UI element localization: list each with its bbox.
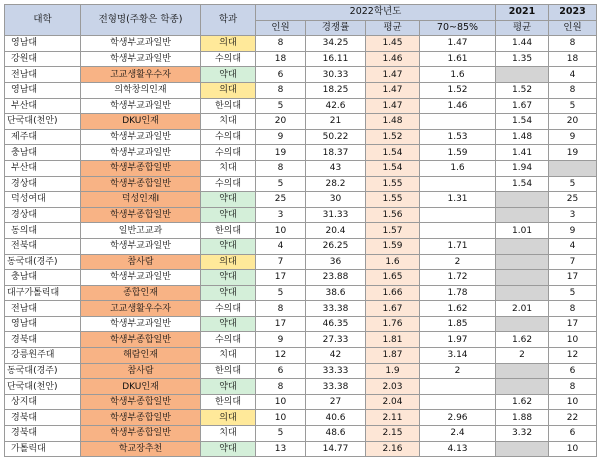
count-2023-cell: 9 bbox=[549, 223, 597, 239]
average-2021-cell bbox=[496, 270, 549, 286]
average-2022-cell: 2.04 bbox=[366, 394, 420, 410]
cutoff-70-85-cell bbox=[420, 379, 496, 395]
average-2021-cell: 1.54 bbox=[496, 176, 549, 192]
competition-cell: 21 bbox=[306, 114, 366, 130]
cutoff-70-85-cell: 1.61 bbox=[420, 51, 496, 67]
average-2022-cell: 2.03 bbox=[366, 379, 420, 395]
competition-cell: 18.37 bbox=[306, 145, 366, 161]
average-2022-cell: 1.65 bbox=[366, 270, 420, 286]
track-cell: 학생부종합일반 bbox=[81, 207, 201, 223]
average-2022-cell: 1.46 bbox=[366, 51, 420, 67]
header-year-2022: 2022학년도 bbox=[256, 5, 496, 21]
table-row bbox=[5, 316, 597, 332]
major-cell: 약대 bbox=[201, 285, 256, 301]
average-2022-cell: 1.52 bbox=[366, 129, 420, 145]
major-cell: 수의대 bbox=[201, 332, 256, 348]
cutoff-70-85-cell: 4.13 bbox=[420, 441, 496, 457]
major-cell: 의대 bbox=[201, 82, 256, 98]
track-cell: 고교생활우수자 bbox=[81, 67, 201, 83]
header-univ: 대학 bbox=[5, 5, 81, 36]
univ-cell: 덕성여대 bbox=[5, 192, 81, 208]
count-2022-cell: 10 bbox=[256, 223, 306, 239]
average-2022-cell: 1.59 bbox=[366, 238, 420, 254]
table-row bbox=[5, 98, 597, 114]
univ-cell: 전북대 bbox=[5, 238, 81, 254]
cutoff-70-85-cell: 1.59 bbox=[420, 145, 496, 161]
competition-cell: 23.88 bbox=[306, 270, 366, 286]
competition-cell: 30 bbox=[306, 192, 366, 208]
track-cell: 해람인재 bbox=[81, 348, 201, 364]
competition-cell: 42.6 bbox=[306, 98, 366, 114]
table-row bbox=[5, 426, 597, 442]
track-cell: 고교생활우수자 bbox=[81, 301, 201, 317]
average-2022-cell: 1.55 bbox=[366, 192, 420, 208]
header-row-top bbox=[5, 5, 597, 21]
track-cell: 학생부교과일반 bbox=[81, 129, 201, 145]
table-row bbox=[5, 114, 597, 130]
count-2022-cell: 5 bbox=[256, 176, 306, 192]
competition-cell: 33.38 bbox=[306, 301, 366, 317]
cutoff-70-85-cell: 1.31 bbox=[420, 192, 496, 208]
average-2021-cell bbox=[496, 254, 549, 270]
count-2022-cell: 13 bbox=[256, 441, 306, 457]
count-2022-cell: 4 bbox=[256, 238, 306, 254]
count-2023-cell: 20 bbox=[549, 114, 597, 130]
header-average-2022: 평균 bbox=[366, 20, 420, 36]
competition-cell: 14.77 bbox=[306, 441, 366, 457]
univ-cell: 제주대 bbox=[5, 129, 81, 145]
count-2022-cell: 8 bbox=[256, 301, 306, 317]
count-2023-cell: 19 bbox=[549, 145, 597, 161]
average-2021-cell: 1.94 bbox=[496, 160, 549, 176]
table-row bbox=[5, 285, 597, 301]
major-cell: 한의대 bbox=[201, 223, 256, 239]
major-cell: 약대 bbox=[201, 192, 256, 208]
count-2022-cell: 5 bbox=[256, 98, 306, 114]
average-2022-cell: 1.47 bbox=[366, 82, 420, 98]
count-2022-cell: 17 bbox=[256, 270, 306, 286]
competition-cell: 31.33 bbox=[306, 207, 366, 223]
average-2021-cell: 1.44 bbox=[496, 36, 549, 52]
count-2022-cell: 5 bbox=[256, 285, 306, 301]
track-cell: 학생부교과일반 bbox=[81, 270, 201, 286]
count-2022-cell: 6 bbox=[256, 363, 306, 379]
track-cell: 참사람 bbox=[81, 254, 201, 270]
count-2022-cell: 25 bbox=[256, 192, 306, 208]
major-cell: 치대 bbox=[201, 426, 256, 442]
average-2021-cell: 1.54 bbox=[496, 114, 549, 130]
competition-cell: 42 bbox=[306, 348, 366, 364]
average-2022-cell: 1.48 bbox=[366, 114, 420, 130]
count-2023-cell: 12 bbox=[549, 348, 597, 364]
count-2023-cell: 4 bbox=[549, 238, 597, 254]
header-count-2023: 인원 bbox=[549, 20, 597, 36]
average-2022-cell: 1.81 bbox=[366, 332, 420, 348]
count-2023-cell: 10 bbox=[549, 441, 597, 457]
major-cell: 치대 bbox=[201, 160, 256, 176]
count-2023-cell: 5 bbox=[549, 285, 597, 301]
table-row bbox=[5, 270, 597, 286]
table-row bbox=[5, 67, 597, 83]
major-cell: 수의대 bbox=[201, 51, 256, 67]
univ-cell: 대구가톨릭대 bbox=[5, 285, 81, 301]
cutoff-70-85-cell: 1.53 bbox=[420, 129, 496, 145]
average-2021-cell: 1.62 bbox=[496, 332, 549, 348]
count-2023-cell: 3 bbox=[549, 207, 597, 223]
count-2023-cell: 5 bbox=[549, 176, 597, 192]
major-cell: 약대 bbox=[201, 379, 256, 395]
univ-cell: 강릉원주대 bbox=[5, 348, 81, 364]
table-row bbox=[5, 145, 597, 161]
count-2023-cell: 6 bbox=[549, 363, 597, 379]
table-row bbox=[5, 254, 597, 270]
count-2023-cell bbox=[549, 160, 597, 176]
track-cell: 학교장추천 bbox=[81, 441, 201, 457]
cutoff-70-85-cell: 1.47 bbox=[420, 36, 496, 52]
count-2023-cell: 25 bbox=[549, 192, 597, 208]
count-2023-cell: 17 bbox=[549, 270, 597, 286]
track-cell: DKU인재 bbox=[81, 379, 201, 395]
table-row bbox=[5, 332, 597, 348]
average-2022-cell: 1.67 bbox=[366, 301, 420, 317]
competition-cell: 20.4 bbox=[306, 223, 366, 239]
competition-cell: 27 bbox=[306, 394, 366, 410]
count-2023-cell: 8 bbox=[549, 379, 597, 395]
major-cell: 수의대 bbox=[201, 301, 256, 317]
cutoff-70-85-cell bbox=[420, 394, 496, 410]
major-cell: 약대 bbox=[201, 238, 256, 254]
table-row bbox=[5, 207, 597, 223]
cutoff-70-85-cell: 3.14 bbox=[420, 348, 496, 364]
average-2022-cell: 1.56 bbox=[366, 207, 420, 223]
major-cell: 치대 bbox=[201, 348, 256, 364]
average-2021-cell bbox=[496, 363, 549, 379]
count-2023-cell: 17 bbox=[549, 316, 597, 332]
average-2021-cell: 1.35 bbox=[496, 51, 549, 67]
univ-cell: 단국대(천안) bbox=[5, 114, 81, 130]
header-track: 전형명(주황은 학종) bbox=[81, 5, 201, 36]
table-row bbox=[5, 129, 597, 145]
count-2023-cell: 18 bbox=[549, 51, 597, 67]
count-2022-cell: 10 bbox=[256, 394, 306, 410]
count-2023-cell: 10 bbox=[549, 332, 597, 348]
average-2022-cell: 1.54 bbox=[366, 160, 420, 176]
cutoff-70-85-cell: 1.6 bbox=[420, 67, 496, 83]
header-year-2021: 2021 bbox=[496, 5, 549, 21]
table-row bbox=[5, 192, 597, 208]
cutoff-70-85-cell: 2.96 bbox=[420, 410, 496, 426]
header-major: 학과 bbox=[201, 5, 256, 36]
admissions-table-container bbox=[4, 4, 597, 457]
table-row bbox=[5, 410, 597, 426]
major-cell: 의대 bbox=[201, 254, 256, 270]
average-2021-cell bbox=[496, 441, 549, 457]
univ-cell: 동국대(경주) bbox=[5, 254, 81, 270]
count-2022-cell: 9 bbox=[256, 129, 306, 145]
average-2022-cell: 1.47 bbox=[366, 67, 420, 83]
track-cell: 의학창의인재 bbox=[81, 82, 201, 98]
table-header bbox=[5, 5, 597, 36]
average-2022-cell: 2.15 bbox=[366, 426, 420, 442]
competition-cell: 40.6 bbox=[306, 410, 366, 426]
average-2021-cell: 1.62 bbox=[496, 394, 549, 410]
average-2021-cell bbox=[496, 238, 549, 254]
cutoff-70-85-cell: 1.62 bbox=[420, 301, 496, 317]
count-2022-cell: 8 bbox=[256, 160, 306, 176]
average-2021-cell bbox=[496, 207, 549, 223]
competition-cell: 50.22 bbox=[306, 129, 366, 145]
univ-cell: 부산대 bbox=[5, 160, 81, 176]
track-cell: 학생부종합일반 bbox=[81, 332, 201, 348]
average-2022-cell: 1.87 bbox=[366, 348, 420, 364]
table-row bbox=[5, 36, 597, 52]
header-competition-2022: 경쟁률 bbox=[306, 20, 366, 36]
average-2021-cell: 1.48 bbox=[496, 129, 549, 145]
header-count-2022: 인원 bbox=[256, 20, 306, 36]
univ-cell: 경북대 bbox=[5, 332, 81, 348]
track-cell: 학생부종합일반 bbox=[81, 410, 201, 426]
average-2022-cell: 2.16 bbox=[366, 441, 420, 457]
major-cell: 약대 bbox=[201, 270, 256, 286]
table-row bbox=[5, 301, 597, 317]
average-2021-cell bbox=[496, 67, 549, 83]
table-body bbox=[5, 36, 597, 457]
cutoff-70-85-cell: 1.85 bbox=[420, 316, 496, 332]
major-cell: 수의대 bbox=[201, 145, 256, 161]
average-2022-cell: 1.9 bbox=[366, 363, 420, 379]
competition-cell: 34.25 bbox=[306, 36, 366, 52]
average-2022-cell: 1.6 bbox=[366, 254, 420, 270]
count-2022-cell: 8 bbox=[256, 82, 306, 98]
cutoff-70-85-cell: 2.4 bbox=[420, 426, 496, 442]
count-2023-cell: 9 bbox=[549, 129, 597, 145]
track-cell: 학생부교과일반 bbox=[81, 238, 201, 254]
count-2023-cell: 10 bbox=[549, 394, 597, 410]
average-2022-cell: 1.45 bbox=[366, 36, 420, 52]
table-row bbox=[5, 379, 597, 395]
track-cell: 학생부종합일반 bbox=[81, 160, 201, 176]
average-2021-cell: 2 bbox=[496, 348, 549, 364]
univ-cell: 단국대(천안) bbox=[5, 379, 81, 395]
univ-cell: 상지대 bbox=[5, 394, 81, 410]
cutoff-70-85-cell: 1.97 bbox=[420, 332, 496, 348]
track-cell: 덕성인재I bbox=[81, 192, 201, 208]
univ-cell: 동국대(경주) bbox=[5, 363, 81, 379]
univ-cell: 충남대 bbox=[5, 270, 81, 286]
univ-cell: 경북대 bbox=[5, 426, 81, 442]
count-2022-cell: 19 bbox=[256, 145, 306, 161]
average-2021-cell: 1.01 bbox=[496, 223, 549, 239]
header-cutoff-70-85-2022: 70~85% bbox=[420, 20, 496, 36]
competition-cell: 36 bbox=[306, 254, 366, 270]
count-2023-cell: 8 bbox=[549, 36, 597, 52]
univ-cell: 충남대 bbox=[5, 145, 81, 161]
competition-cell: 46.35 bbox=[306, 316, 366, 332]
track-cell: DKU인재 bbox=[81, 114, 201, 130]
major-cell: 한의대 bbox=[201, 98, 256, 114]
major-cell: 약대 bbox=[201, 207, 256, 223]
count-2023-cell: 6 bbox=[549, 426, 597, 442]
table-row bbox=[5, 348, 597, 364]
count-2022-cell: 17 bbox=[256, 316, 306, 332]
major-cell: 약대 bbox=[201, 316, 256, 332]
univ-cell: 영남대 bbox=[5, 316, 81, 332]
count-2023-cell: 8 bbox=[549, 82, 597, 98]
count-2022-cell: 9 bbox=[256, 332, 306, 348]
average-2021-cell: 1.41 bbox=[496, 145, 549, 161]
count-2023-cell: 5 bbox=[549, 98, 597, 114]
admissions-table bbox=[4, 4, 597, 457]
competition-cell: 30.33 bbox=[306, 67, 366, 83]
track-cell: 참사람 bbox=[81, 363, 201, 379]
average-2021-cell bbox=[496, 192, 549, 208]
average-2022-cell: 1.76 bbox=[366, 316, 420, 332]
table-row bbox=[5, 160, 597, 176]
header-average-2021: 평균 bbox=[496, 20, 549, 36]
major-cell: 의대 bbox=[201, 36, 256, 52]
univ-cell: 전남대 bbox=[5, 67, 81, 83]
count-2023-cell: 8 bbox=[549, 301, 597, 317]
track-cell: 학생부교과일반 bbox=[81, 316, 201, 332]
competition-cell: 33.38 bbox=[306, 379, 366, 395]
cutoff-70-85-cell bbox=[420, 207, 496, 223]
track-cell: 종합인재 bbox=[81, 285, 201, 301]
count-2022-cell: 8 bbox=[256, 379, 306, 395]
univ-cell: 가톨릭대 bbox=[5, 441, 81, 457]
count-2022-cell: 12 bbox=[256, 348, 306, 364]
competition-cell: 38.6 bbox=[306, 285, 366, 301]
average-2021-cell bbox=[496, 285, 549, 301]
cutoff-70-85-cell: 2 bbox=[420, 363, 496, 379]
header-year-2023: 2023 bbox=[549, 5, 597, 21]
count-2022-cell: 18 bbox=[256, 51, 306, 67]
cutoff-70-85-cell bbox=[420, 114, 496, 130]
table-row bbox=[5, 176, 597, 192]
univ-cell: 전남대 bbox=[5, 301, 81, 317]
competition-cell: 16.11 bbox=[306, 51, 366, 67]
table-row bbox=[5, 394, 597, 410]
table-row bbox=[5, 363, 597, 379]
track-cell: 학생부교과일반 bbox=[81, 145, 201, 161]
average-2022-cell: 1.47 bbox=[366, 98, 420, 114]
average-2021-cell bbox=[496, 316, 549, 332]
average-2021-cell bbox=[496, 379, 549, 395]
univ-cell: 경상대 bbox=[5, 176, 81, 192]
track-cell: 학생부교과일반 bbox=[81, 51, 201, 67]
competition-cell: 27.33 bbox=[306, 332, 366, 348]
major-cell: 한의대 bbox=[201, 394, 256, 410]
average-2022-cell: 1.57 bbox=[366, 223, 420, 239]
track-cell: 학생부교과일반 bbox=[81, 36, 201, 52]
cutoff-70-85-cell: 1.71 bbox=[420, 238, 496, 254]
competition-cell: 43 bbox=[306, 160, 366, 176]
cutoff-70-85-cell: 1.46 bbox=[420, 98, 496, 114]
major-cell: 의대 bbox=[201, 410, 256, 426]
cutoff-70-85-cell bbox=[420, 223, 496, 239]
count-2022-cell: 6 bbox=[256, 67, 306, 83]
competition-cell: 26.25 bbox=[306, 238, 366, 254]
table-row bbox=[5, 82, 597, 98]
table-row bbox=[5, 441, 597, 457]
major-cell: 수의대 bbox=[201, 176, 256, 192]
competition-cell: 18.25 bbox=[306, 82, 366, 98]
cutoff-70-85-cell: 1.78 bbox=[420, 285, 496, 301]
count-2022-cell: 20 bbox=[256, 114, 306, 130]
cutoff-70-85-cell: 2 bbox=[420, 254, 496, 270]
major-cell: 한의대 bbox=[201, 363, 256, 379]
count-2023-cell: 4 bbox=[549, 67, 597, 83]
average-2022-cell: 1.55 bbox=[366, 176, 420, 192]
cutoff-70-85-cell: 1.52 bbox=[420, 82, 496, 98]
univ-cell: 강원대 bbox=[5, 51, 81, 67]
cutoff-70-85-cell: 1.6 bbox=[420, 160, 496, 176]
table-row bbox=[5, 238, 597, 254]
track-cell: 학생부종합일반 bbox=[81, 426, 201, 442]
average-2021-cell: 1.88 bbox=[496, 410, 549, 426]
count-2022-cell: 7 bbox=[256, 254, 306, 270]
cutoff-70-85-cell: 1.72 bbox=[420, 270, 496, 286]
count-2023-cell: 7 bbox=[549, 254, 597, 270]
univ-cell: 영남대 bbox=[5, 82, 81, 98]
average-2021-cell: 3.32 bbox=[496, 426, 549, 442]
major-cell: 약대 bbox=[201, 441, 256, 457]
cutoff-70-85-cell bbox=[420, 176, 496, 192]
track-cell: 학생부교과일반 bbox=[81, 98, 201, 114]
major-cell: 치대 bbox=[201, 114, 256, 130]
major-cell: 수의대 bbox=[201, 129, 256, 145]
univ-cell: 경상대 bbox=[5, 207, 81, 223]
average-2022-cell: 1.54 bbox=[366, 145, 420, 161]
univ-cell: 동의대 bbox=[5, 223, 81, 239]
average-2022-cell: 1.66 bbox=[366, 285, 420, 301]
count-2022-cell: 10 bbox=[256, 410, 306, 426]
count-2022-cell: 8 bbox=[256, 36, 306, 52]
track-cell: 학생부종합일반 bbox=[81, 176, 201, 192]
univ-cell: 부산대 bbox=[5, 98, 81, 114]
competition-cell: 28.2 bbox=[306, 176, 366, 192]
track-cell: 학생부종합일반 bbox=[81, 394, 201, 410]
average-2022-cell: 2.11 bbox=[366, 410, 420, 426]
univ-cell: 영남대 bbox=[5, 36, 81, 52]
competition-cell: 48.6 bbox=[306, 426, 366, 442]
univ-cell: 경북대 bbox=[5, 410, 81, 426]
table-row bbox=[5, 51, 597, 67]
average-2021-cell: 2.01 bbox=[496, 301, 549, 317]
average-2021-cell: 1.52 bbox=[496, 82, 549, 98]
track-cell: 일반고교과 bbox=[81, 223, 201, 239]
average-2021-cell: 1.67 bbox=[496, 98, 549, 114]
count-2022-cell: 5 bbox=[256, 426, 306, 442]
count-2023-cell: 22 bbox=[549, 410, 597, 426]
major-cell: 약대 bbox=[201, 67, 256, 83]
competition-cell: 33.33 bbox=[306, 363, 366, 379]
table-row bbox=[5, 223, 597, 239]
count-2022-cell: 3 bbox=[256, 207, 306, 223]
